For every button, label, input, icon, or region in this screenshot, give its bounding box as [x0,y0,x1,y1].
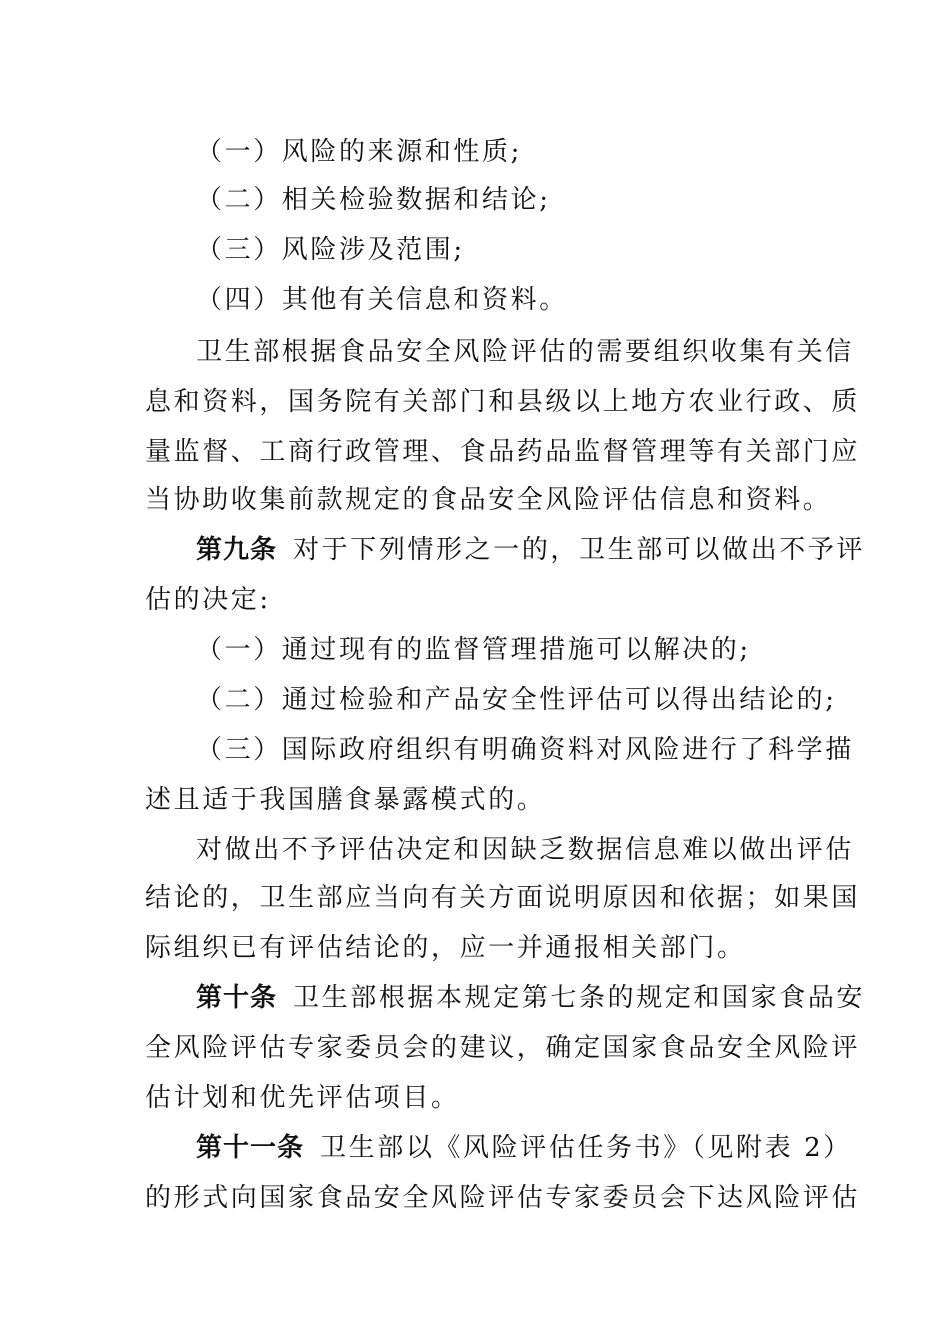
list-item: （三）国际政府组织有明确资料对风险进行了科学描 [196,735,854,765]
paragraph-line: 估计划和优先评估项目。 [145,1083,460,1113]
paragraph-line: 述且适于我国膳食暴露模式的。 [145,785,546,815]
list-item: （二）通过检验和产品安全性评估可以得出结论的; [196,685,837,715]
paragraph-line: 际组织已有评估结论的，应一并通报相关部门。 [145,933,746,963]
paragraph-line: 对做出不予评估决定和因缺乏数据信息难以做出评估 [196,835,854,865]
paragraph-line: 量监督、工商行政管理、食品药品监督管理等有关部门应 [145,437,861,467]
list-item: （一）通过现有的监督管理措施可以解决的; [196,635,751,665]
paragraph-line: 估的决定: [145,585,271,615]
paragraph-line: 的形式向国家食品安全风险评估专家委员会下达风险评估 [145,1183,861,1213]
article-9-heading-line: 第九条 对于下列情形之一的，卫生部可以做出不予评 [196,535,866,565]
article-label: 第九条 [196,535,278,565]
article-11-heading-line: 第十一条 卫生部以《风险评估任务书》（见附表 2） [196,1133,852,1163]
paragraph-line: 全风险评估专家委员会的建议，确定国家食品安全风险评 [145,1033,861,1063]
article-label: 第十一条 [196,1133,305,1163]
list-item-test-data: （二）相关检验数据和结论; [196,185,551,215]
paragraph-line: 卫生部根据食品安全风险评估的需要组织收集有关信 [196,337,854,367]
article-label: 第十条 [196,983,278,1013]
list-item-source-nature: （一）风险的来源和性质; [196,137,522,167]
article-10-heading-line: 第十条 卫生部根据本规定第七条的规定和国家食品安 [196,983,866,1013]
paragraph-line: 息和资料，国务院有关部门和县级以上地方农业行政、质 [145,387,861,417]
paragraph-line: 当协助收集前款规定的食品安全风险评估信息和资料。 [145,485,832,515]
list-item-risk-scope: （三）风险涉及范围; [196,235,465,265]
paragraph-line: 结论的，卫生部应当向有关方面说明原因和依据；如果国 [145,883,861,913]
list-item-other-info: （四）其他有关信息和资料。 [196,285,568,315]
